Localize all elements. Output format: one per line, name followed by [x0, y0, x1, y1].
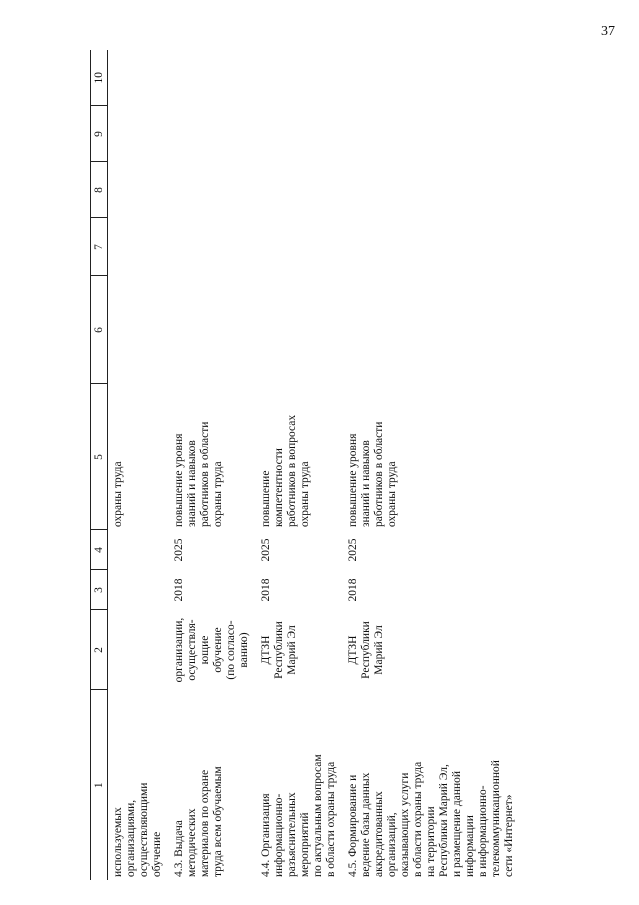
expected-result: охраны труда	[112, 461, 124, 527]
cell-col-7	[169, 218, 256, 276]
end-year: 2025	[260, 538, 272, 562]
column-number-4: 4	[91, 530, 108, 570]
executor: ДТЗН Республики Марий Эл	[260, 621, 298, 679]
executor	[108, 610, 170, 690]
start-year: 2018	[347, 578, 359, 602]
measures-table	[90, 50, 521, 880]
start-year	[108, 570, 170, 610]
cell-col-10	[108, 50, 170, 106]
cell-col-7	[256, 218, 343, 276]
end-year: 2025	[173, 538, 185, 562]
cell-col-8	[256, 162, 343, 218]
header-row	[91, 50, 108, 880]
column-number-6: 6	[91, 276, 108, 384]
executor: ДТЗН Республики Марий Эл	[347, 621, 385, 679]
end-year: 2025	[347, 538, 359, 562]
table-row	[256, 50, 343, 880]
column-number-3: 3	[91, 570, 108, 610]
column-number-1: 1	[91, 690, 108, 880]
table-header	[91, 50, 108, 880]
table-row	[343, 50, 521, 880]
table-row	[108, 50, 170, 880]
end-year	[108, 530, 170, 570]
cell-col-9	[169, 106, 256, 162]
cell-col-6	[169, 276, 256, 384]
cell-col-6	[256, 276, 343, 384]
cell-col-10	[343, 50, 521, 106]
cell-col-10	[169, 50, 256, 106]
start-year: 2018	[173, 578, 185, 602]
column-number-8: 8	[91, 162, 108, 218]
measure-name: используемых организациями, осуществляющими обучение	[112, 782, 163, 877]
column-number-2: 2	[91, 610, 108, 690]
cell-col-6	[343, 276, 521, 384]
cell-col-8	[343, 162, 521, 218]
table-row	[169, 50, 256, 880]
column-number-10: 10	[91, 50, 108, 106]
cell-col-10	[256, 50, 343, 106]
cell-col-8	[108, 162, 170, 218]
executor: организации, осуществля- ющие обучение (по согласо- ванию)	[173, 617, 250, 683]
cell-col-9	[256, 106, 343, 162]
expected-result: повышение уровня знаний и навыков работников в области охраны труда	[347, 421, 398, 527]
cell-col-9	[108, 106, 170, 162]
expected-result: повышение уровня знаний и навыков работников в области охраны труда	[173, 421, 224, 527]
measure-name: 4.4. Организация информационно- разъяснительных мероприятий по актуальным вопросам в области охраны труда	[260, 754, 337, 877]
cell-col-7	[343, 218, 521, 276]
table-body	[108, 50, 522, 880]
cell-col-7	[108, 218, 170, 276]
start-year: 2018	[260, 578, 272, 602]
cell-col-9	[343, 106, 521, 162]
column-number-9: 9	[91, 106, 108, 162]
cell-col-6	[108, 276, 170, 384]
expected-result: повышение компетентности работников в вопросах охраны труда	[260, 414, 311, 527]
cell-col-8	[169, 162, 256, 218]
measure-name: 4.5. Формирование и ведение базы данных аккредитованных организаций, оказывающих услуги в области охраны труда на территории Республики Марий Эл, и размещение данной информации в информационно- телекоммуникационной сети «Интернет»	[347, 760, 515, 877]
column-number-5: 5	[91, 384, 108, 530]
rotated-table-frame	[90, 50, 515, 880]
page-number: 37	[601, 24, 615, 39]
measure-name: 4.3. Выдача методических материалов по охране труда всем обучаемым	[173, 766, 224, 877]
column-number-7: 7	[91, 218, 108, 276]
